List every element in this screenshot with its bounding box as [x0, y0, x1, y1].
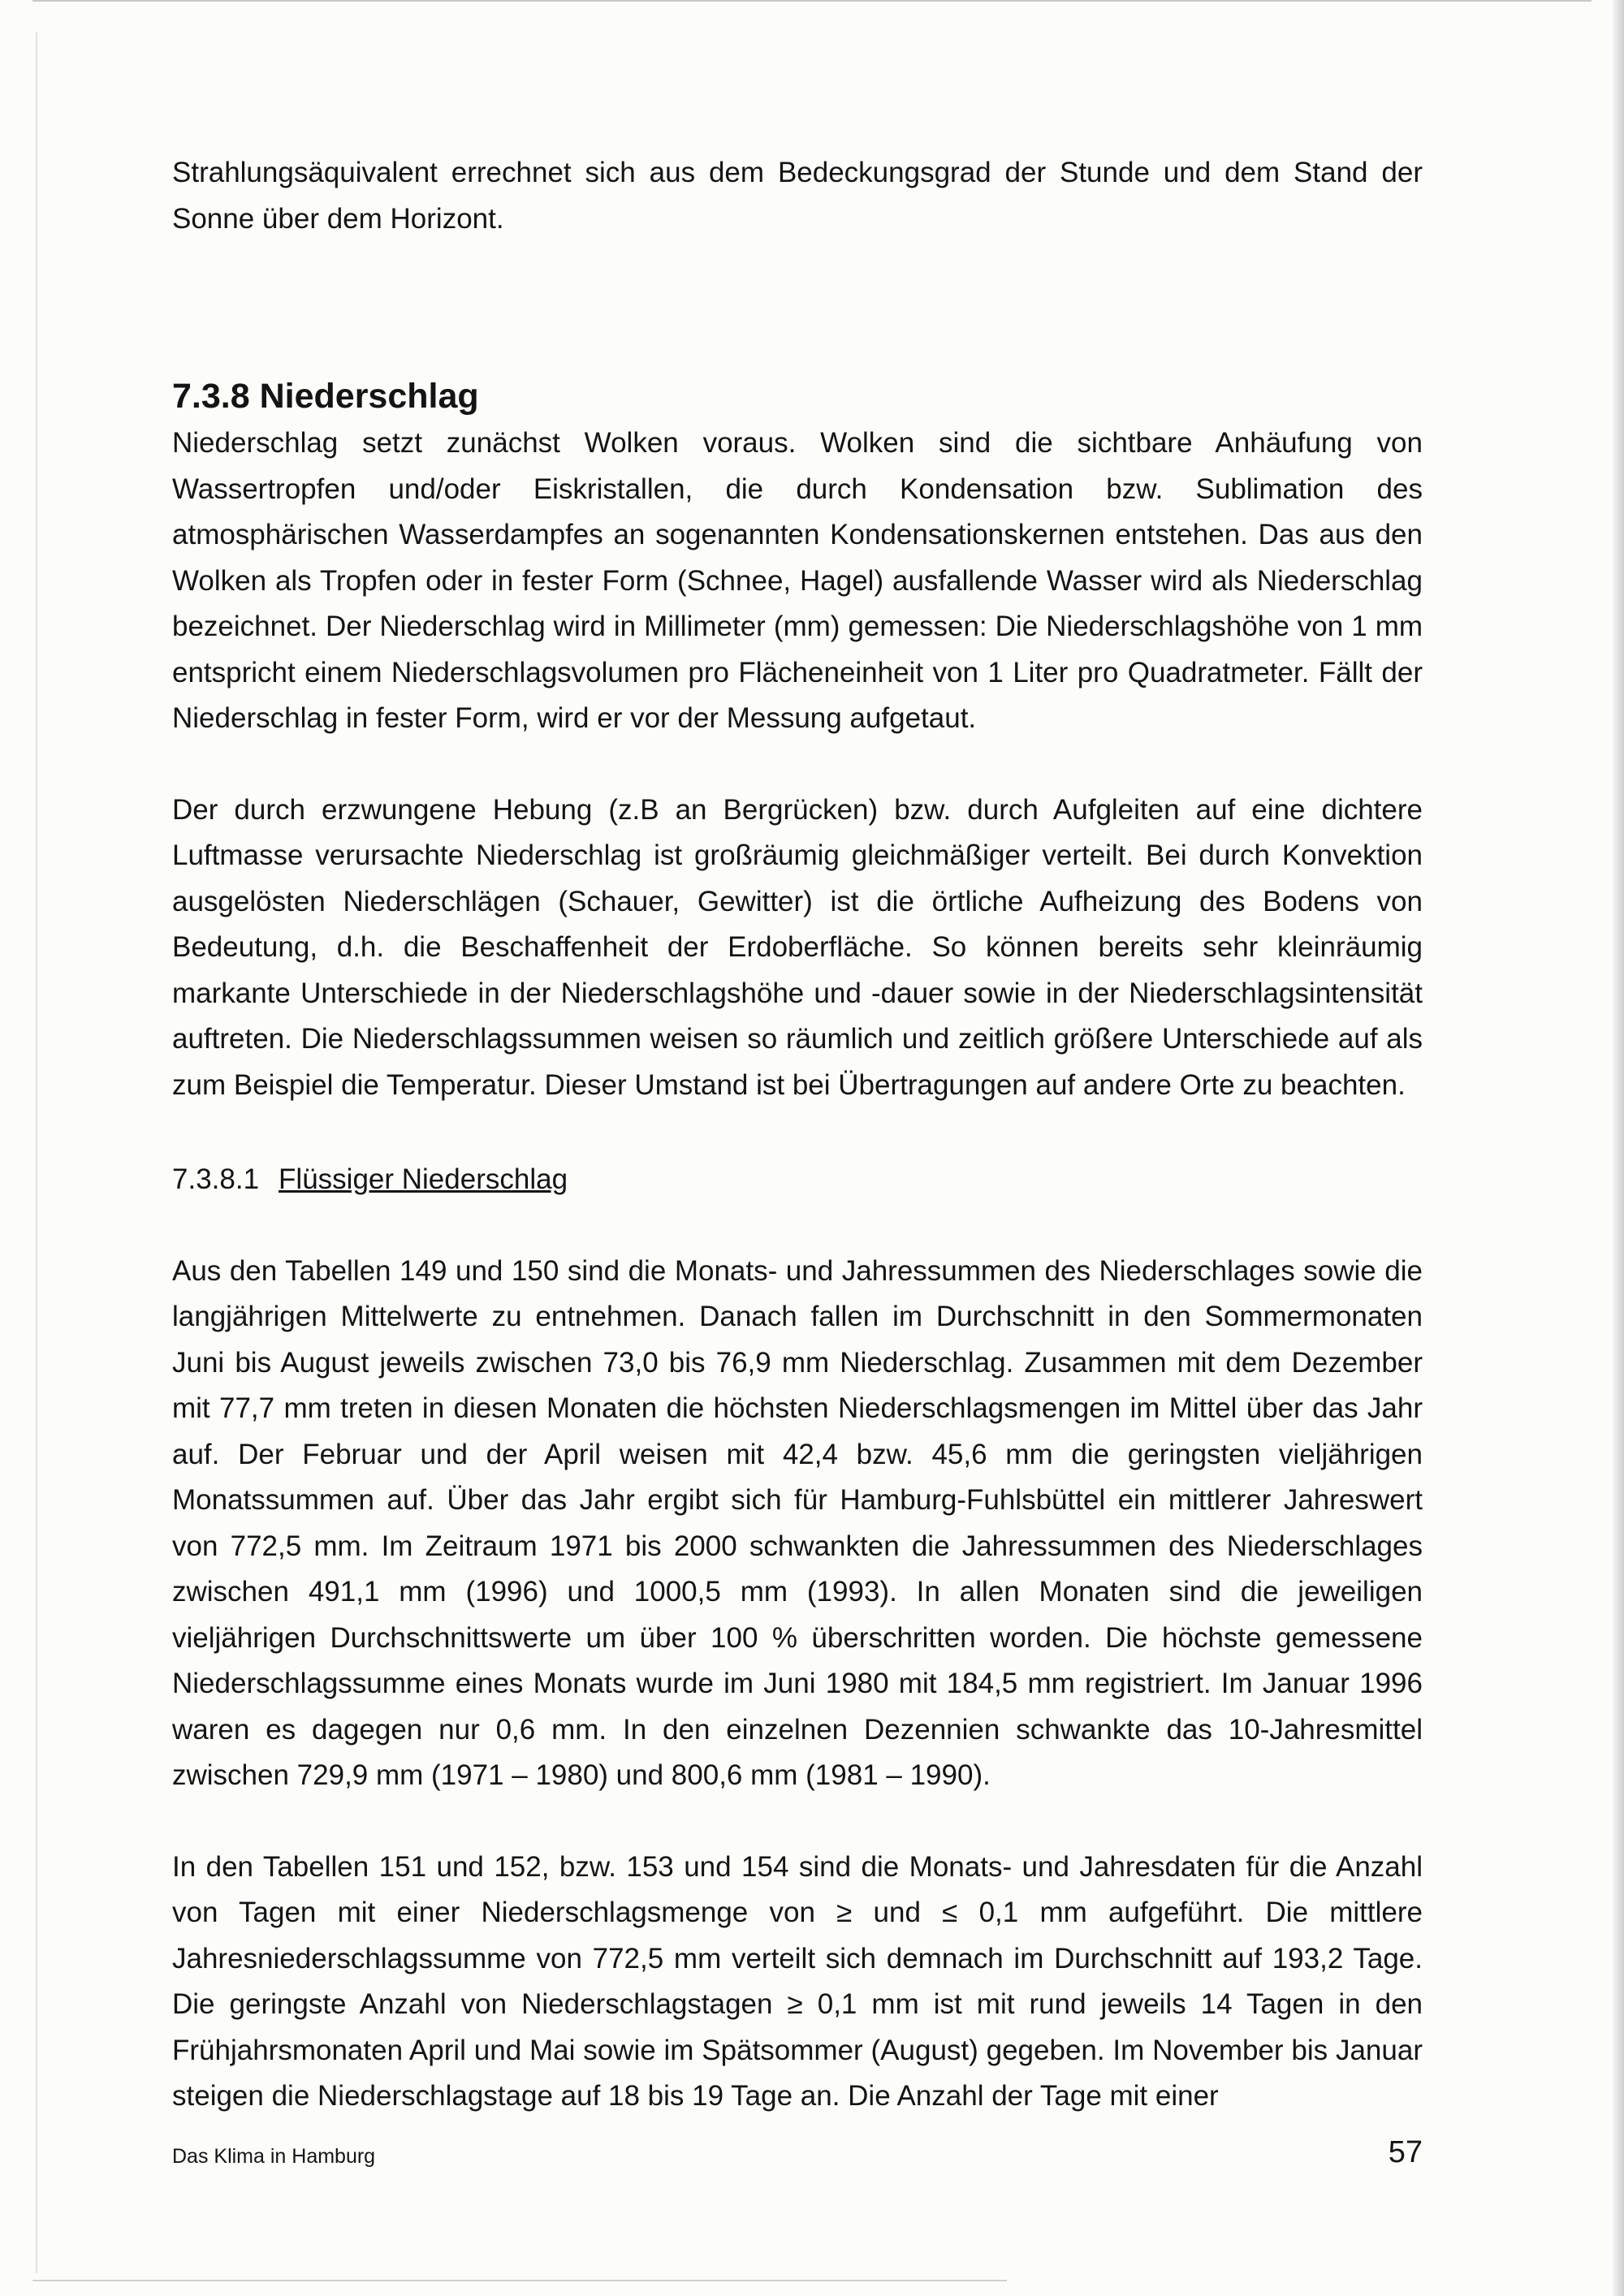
subsection-paragraph-1: Aus den Tabellen 149 und 150 sind die Monats- und Jahressummen des Niederschlages sowie die langjährigen Mittelwerte zu entnehmen. Danach fallen im Durchschnitt in den Sommermonaten Juni bis August jeweils zwischen 73,0 bis 76,9 mm Niederschlag. Zusammen mit dem Dezember mit 77,7 mm treten in diesen Monaten die höchsten Niederschlagsmengen im Mittel über das Jahr auf. Der Februar und der April weisen mit 42,4 bzw. 45,6 mm die geringsten vieljährigen Monatssummen auf. Über das Jahr ergibt sich für Hamburg-Fuhlsbüttel ein mittlerer Jahreswert von 772,5 mm. Im Zeitraum 1971 bis 2000 schwankten die Jahressummen des Niederschlages zwischen 491,1 mm (1996) und 1000,5 mm (1993). In allen Monaten sind die jeweiligen vieljährigen Durchschnittswerte um über 100 % überschritten worden. Die höchste gemessene Niederschlagssumme eines Monats wurde im Juni 1980 mit 184,5 mm registriert. Im Januar 1996 waren es dagegen nur 0,6 mm. In den einzelnen Dezennien schwankte das 10-Jahresmittel zwischen 729,9 mm (1971 – 1980) und 800,6 mm (1981 – 1990).: [172, 1254, 1423, 1791]
section-title: Niederschlag: [259, 377, 479, 416]
section-number: 7.3.8: [172, 377, 250, 416]
section-paragraph-2: Der durch erzwungene Hebung (z.B an Bergrücken) bzw. durch Aufgleiten auf eine dichtere Luftmasse verursachte Niederschlag ist großräumig gleichmäßiger verteilt. Bei durch Konvektion ausgelösten Niederschlägen (Schauer, Gewitter) ist die örtliche Aufheizung des Bodens von Bedeutung, d.h. die Beschaffenheit der Erdoberfläche. So können bereits sehr kleinräumig markante Unterschiede in der Niederschlagshöhe und -dauer sowie in der Niederschlagsintensität auftreten. Die Niederschlagssummen weisen so räumlich und zeitlich größere Unterschiede auf als zum Beispiel die Temperatur. Dieser Umstand ist bei Übertragungen auf andere Orte zu beachten.: [172, 793, 1423, 1101]
scan-edge-left: [36, 32, 37, 2273]
continuation-paragraph: Strahlungsäquivalent errechnet sich aus dem Bedeckungsgrad der Stunde und dem Stand der Sonne über dem Horizont.: [172, 157, 1423, 235]
footer-title: Das Klima in Hamburg: [172, 2145, 376, 2168]
scan-edge-bottom: [32, 2280, 1007, 2281]
section-paragraph-1: Niederschlag setzt zunächst Wolken voraus. Wolken sind die sichtbare Anhäufung von Wassertropfen und/oder Eiskristallen, die durch Kondensation bzw. Sublimation des atmosphärischen Wasserdampfes an sogenannten Kondensationskernen entstehen. Das aus den Wolken als Tropfen oder in fester Form (Schnee, Hagel) ausfallende Wasser wird als Niederschlag bezeichnet. Der Niederschlag wird in Millimeter (mm) gemessen: Die Niederschlagshöhe von 1 mm entspricht einem Niederschlagsvolumen pro Flächeneinheit von 1 Liter pro Quadratmeter. Fällt der Niederschlag in fester Form, wird er vor der Messung aufgetaut.: [172, 427, 1423, 734]
section-heading: [172, 372, 1423, 421]
subsection-paragraph-2: In den Tabellen 151 und 152, bzw. 153 und 154 sind die Monats- und Jahresdaten für die Anzahl von Tagen mit einer Niederschlagsmenge von ≥ und ≤ 0,1 mm aufgeführt. Die mittlere Jahresniederschlagssumme von 772,5 mm verteilt sich demnach im Durchschnitt auf 193,2 Tage. Die geringste Anzahl von Niederschlagstagen ≥ 0,1 mm ist mit rund jeweils 14 Tagen in den Frühjahrsmonaten April und Mai sowie im Spätsommer (August) gegeben. Im November bis Januar steigen die Niederschlagstage auf 18 bis 19 Tage an. Die Anzahl der Tage mit einer: [172, 1850, 1423, 2112]
scan-edge-top: [32, 0, 1592, 2]
scan-edge-right: [1613, 0, 1624, 2296]
page-number: 57: [1388, 2135, 1423, 2169]
subsection-title: Flüssiger Niederschlag: [279, 1163, 568, 1195]
page-body: [172, 150, 1423, 2120]
subsection-heading: [172, 1157, 1423, 1203]
subsection-number: 7.3.8.1: [172, 1163, 260, 1195]
